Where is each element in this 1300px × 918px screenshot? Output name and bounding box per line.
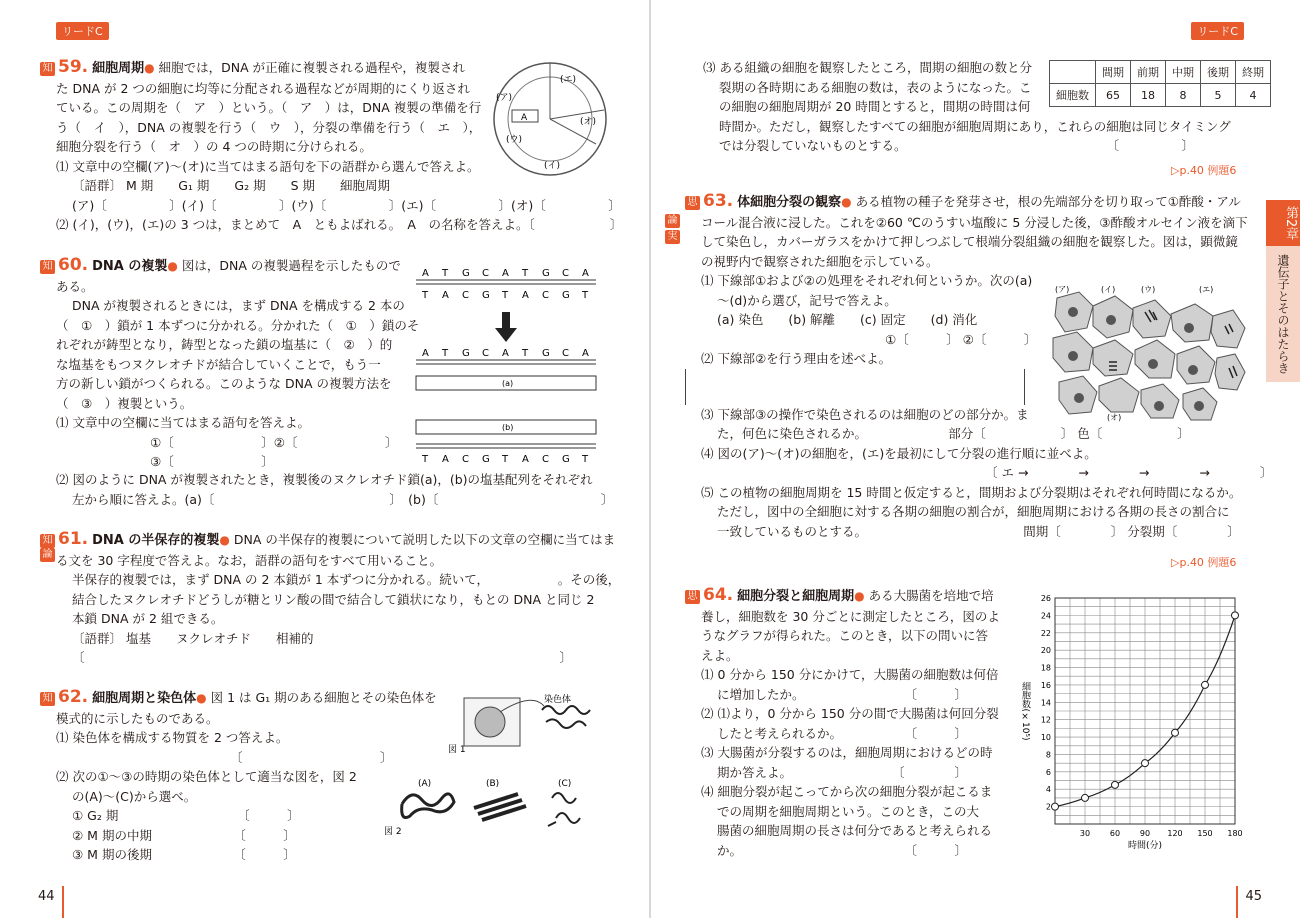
subquestion: ⑵ ⑴より，0 分から 150 分の間で大腸菌は何回分裂 xyxy=(701,706,999,721)
y-tick-label: 14 xyxy=(1040,698,1051,708)
question-title: 体細胞分裂の観察 xyxy=(737,195,842,210)
base-letter: G xyxy=(542,348,550,359)
question-text: ある。 xyxy=(56,278,94,294)
question-59 xyxy=(40,57,623,235)
table-cell: 8 xyxy=(1166,84,1201,107)
option-label: (B) xyxy=(486,779,500,789)
subquestion: ⑷ 細胞分裂が起こってから次の細胞分裂が起こるま xyxy=(701,784,993,799)
question-text: の(A)～(C)から選べ。 xyxy=(72,788,197,804)
question-title: DNA の複製 xyxy=(92,259,168,274)
answer-blanks[interactable]: ①〔 〕 ②〔 〕 xyxy=(885,331,1037,347)
x-tick-label: 120 xyxy=(1167,829,1183,838)
question-number: 60. xyxy=(58,255,89,275)
answer-blank[interactable]: 〔 〕 xyxy=(72,650,573,665)
cell-label: (ウ) xyxy=(1141,285,1156,294)
diagram-label: (オ) xyxy=(580,117,597,127)
x-tick-label: 180 xyxy=(1227,829,1243,838)
category-badge: 知 xyxy=(40,692,55,706)
question-text: ある大腸菌を培地で培 xyxy=(868,588,994,603)
base-letter: G xyxy=(462,268,470,279)
question-text: 養し，細胞数を 30 分ごとに測定したところ，図のよ xyxy=(701,608,1000,624)
chapter-tab[interactable] xyxy=(1266,200,1300,382)
base-letter: A xyxy=(522,454,529,465)
bullet-icon: ● xyxy=(841,195,852,209)
option-label: (A) xyxy=(418,779,432,789)
word-list: 〔語群〕 M 期 G₁ 期 G₂ 期 S 期 細胞周期 xyxy=(72,178,390,193)
question-text: （ ① ）鎖が 1 本ずつに分かれる。分かれた（ ① ）鎖のそ xyxy=(56,317,420,333)
category-badge: 論 xyxy=(665,214,680,228)
data-point xyxy=(1172,729,1179,736)
y-tick-label: 2 xyxy=(1045,802,1051,812)
y-tick-label: 10 xyxy=(1040,733,1051,743)
base-letter: T xyxy=(502,454,509,465)
base-letter: C xyxy=(562,348,569,359)
base-letter: C xyxy=(542,454,549,465)
chart-grid xyxy=(1055,598,1235,824)
base-letter: C xyxy=(462,454,469,465)
question-title: 細胞分裂と細胞周期 xyxy=(737,589,855,604)
subquestion: ⑴ 文章中の空欄(ア)～(オ)に当てはまる語句を下の語群から選んで答えよ。 xyxy=(56,158,480,174)
answer-blanks[interactable]: (ア)〔 〕(イ)〔 〕(ウ)〔 〕(エ)〔 〕(オ)〔 〕 xyxy=(72,197,621,213)
base-letter: G xyxy=(482,290,490,301)
y-tick-label: 12 xyxy=(1040,715,1051,725)
chapter-number: 第2章 xyxy=(1266,200,1300,246)
subquestion: ⑶ 下線部③の操作で染色されるのは細胞のどの部分か。ま xyxy=(701,406,1029,422)
category-badge: 知 xyxy=(40,62,55,76)
options: (a) 染色 (b) 解離 (c) 固定 (d) 消化 xyxy=(717,312,978,327)
category-badge: 知 xyxy=(40,534,55,548)
base-letter: T xyxy=(502,290,509,301)
subquestion: ⑴ 0 分から 150 分にかけて，大腸菌の細胞数は何倍 xyxy=(701,667,999,682)
section-tag: リードC xyxy=(1191,22,1244,40)
page-number-bar xyxy=(62,886,64,918)
option-label: (C) xyxy=(558,779,572,789)
strand-label: (b) xyxy=(502,423,514,432)
table-header: 中期 xyxy=(1166,61,1201,84)
category-badge: 思 xyxy=(685,590,700,604)
table-header: 前期 xyxy=(1131,61,1166,84)
x-tick-label: 30 xyxy=(1079,829,1091,838)
left-page xyxy=(0,0,649,918)
diagram-label: (ア) xyxy=(496,93,513,103)
answer-row[interactable]: では分裂していないものとする。 〔 〕 xyxy=(719,138,1195,153)
question-60-part2 xyxy=(40,470,614,509)
base-letter: A xyxy=(422,268,429,279)
base-letter: T xyxy=(582,454,589,465)
cell-count-table xyxy=(1049,60,1271,107)
subquestion: ⑷ 図の(ア)～(オ)の細胞を，(エ)を最初にして分裂の進行順に並べよ。 xyxy=(701,445,1097,461)
x-axis-label: 時間(分) xyxy=(1127,841,1163,851)
answer-row[interactable]: したと考えられるか。 〔 〕 xyxy=(717,725,968,741)
y-tick-label: 22 xyxy=(1040,628,1051,638)
y-tick-label: 4 xyxy=(1045,785,1051,795)
table-header xyxy=(1050,61,1096,84)
base-letter: A xyxy=(442,290,449,301)
y-tick-label: 16 xyxy=(1040,680,1051,690)
x-tick-label: 60 xyxy=(1109,829,1121,838)
answer-row[interactable]: 期か答えよ。 〔 〕 xyxy=(717,764,968,780)
question-text: の細胞の細胞周期が 20 時間とすると，間期の時間は何 xyxy=(719,99,1031,114)
category-badge: 知 xyxy=(40,260,55,274)
answer-box[interactable] xyxy=(685,369,1025,405)
figure-label: 図 1 xyxy=(448,745,466,755)
question-text: 裂期の各時期にある細胞の数は，表のようになった。こ xyxy=(719,79,1032,95)
base-letter: C xyxy=(462,290,469,301)
question-text: うなグラフが得られた。このとき，以下の問いに答 xyxy=(701,628,989,643)
data-point xyxy=(1142,760,1149,767)
arrow-down-icon xyxy=(495,312,517,342)
answer-row[interactable]: た，何色に染色されるか。 部分〔 〕 色〔 〕 xyxy=(717,426,1190,441)
question-title: 細胞周期 xyxy=(92,61,145,76)
subquestion: ⑴ 染色体を構成する物質を 2 つ答えよ。 xyxy=(56,730,289,745)
bullet-icon: ● xyxy=(144,61,155,75)
question-text: して染色し，カバーガラスをかけて押しつぶして根端分裂組織の細胞を観察した。図は，顕微鏡 xyxy=(701,234,1238,249)
page-number: 44 xyxy=(38,889,55,904)
bullet-icon: ● xyxy=(167,259,178,273)
bullet-icon: ● xyxy=(854,589,865,603)
base-letter: G xyxy=(562,454,570,465)
base-letter: A xyxy=(422,348,429,359)
category-badge: 思 xyxy=(685,196,700,210)
answer-blanks[interactable]: ③〔 〕 xyxy=(150,454,274,469)
question-text: ⑶ ある組織の細胞を観察したところ，間期の細胞の数と分 xyxy=(703,60,1032,75)
x-tick-label: 90 xyxy=(1139,829,1151,838)
base-letter: G xyxy=(562,290,570,301)
question-64 xyxy=(685,586,1009,860)
question-text: ～(d)から選び，記号で答えよ。 xyxy=(717,292,897,308)
question-text: 本鎖 DNA が 2 組できる。 xyxy=(72,611,224,626)
subquestion: ⑸ この植物の細胞周期を 15 時間と仮定すると，間期および分裂期はそれぞれ何時間になるか。 xyxy=(701,484,1242,500)
subquestion: ⑵ 次の①～③の時期の染色体として適当な図を，図 2 xyxy=(56,769,357,784)
category-badge: 論 xyxy=(40,548,55,562)
category-badge: 実 xyxy=(665,230,680,244)
base-letter: C xyxy=(482,348,489,359)
answer-row[interactable]: ② M 期の中期 〔 〕 xyxy=(72,827,296,843)
y-tick-label: 24 xyxy=(1040,611,1051,621)
question-text: 図 1 は G₁ 期のある細胞とその染色体を xyxy=(210,690,437,705)
base-letter: T xyxy=(442,268,449,279)
dna-replication-diagram xyxy=(414,260,598,475)
data-point xyxy=(1112,781,1119,788)
question-text: ある植物の種子を発芽させ，根の先端部分を切り取って①酢酸・アル xyxy=(855,194,1241,209)
diagram-label: (エ) xyxy=(560,75,577,85)
table-cell: 4 xyxy=(1236,84,1271,107)
answer-row[interactable]: 〔 エ → → → → 〕 xyxy=(985,465,1273,480)
question-text: 腸菌の細胞周期の長さは何分であると考えられる xyxy=(717,823,993,838)
base-letter: T xyxy=(582,290,589,301)
question-text: 細胞では，DNA が正確に複製される過程や，複製され xyxy=(158,60,465,75)
bullet-icon: ● xyxy=(196,691,207,705)
data-point xyxy=(1082,794,1089,801)
diagram-label: (イ) xyxy=(544,161,561,171)
base-letter: T xyxy=(422,290,429,301)
figure-label: 図 2 xyxy=(384,827,402,837)
question-number: 64. xyxy=(703,585,734,605)
strand-label: (a) xyxy=(502,379,514,388)
question-text: ている。この周期を（ ア ）という。（ ア ）は，DNA 複製の準備を行 xyxy=(56,100,482,115)
chromosome-label: 染色体 xyxy=(544,695,572,705)
cell-label: (イ) xyxy=(1101,285,1116,294)
reference-link[interactable]: ▷p.40 例題6 xyxy=(1171,164,1237,177)
question-text: う（ イ ），DNA の複製を行う（ ウ ），分裂の準備を行う（ エ ）， xyxy=(56,119,482,135)
question-text: （ ③ ）複製という。 xyxy=(56,395,193,411)
base-letter: C xyxy=(542,290,549,301)
page-number-bar xyxy=(1236,886,1238,918)
cell-label: (ア) xyxy=(1055,285,1070,294)
base-letter: A xyxy=(442,454,449,465)
question-60 xyxy=(40,255,420,472)
base-letter: T xyxy=(522,348,529,359)
answer-row[interactable]: ③ M 期の後期 〔 〕 xyxy=(72,847,296,862)
subquestion: ⑶ 大腸菌が分裂するのは，細胞周期におけるどの時 xyxy=(701,745,993,760)
question-number: 62. xyxy=(58,687,89,707)
base-letter: A xyxy=(522,290,529,301)
base-letter: A xyxy=(502,348,509,359)
answer-blanks[interactable]: 左から順に答えよ。(a)〔 〕 (b)〔 〕 xyxy=(72,491,614,507)
question-number: 59. xyxy=(58,57,89,77)
question-text: コール混合液に浸した。これを②60 ℃のうすい塩酸に 5 分浸した後，③酢酸オルセイン液を滴下 xyxy=(701,214,1248,230)
question-text: 方の新しい鎖がつくられる。このような DNA の複製方法を xyxy=(56,376,392,391)
question-text: えよ。 xyxy=(701,647,739,663)
bullet-icon: ● xyxy=(219,533,230,547)
question-text: た DNA が 2 つの細胞に均等に分配される過程などが周期的にくり返され xyxy=(56,80,470,96)
base-letter: T xyxy=(522,268,529,279)
base-letter: A xyxy=(582,268,589,279)
question-text: の視野内で観察された細胞を示している。 xyxy=(701,253,939,269)
data-point xyxy=(1202,681,1209,688)
table-header: 間期 xyxy=(1096,61,1131,84)
question-text: な塩基をもつヌクレオチドが結合していくことで，もう一 xyxy=(56,356,381,372)
question-text: 時間か。ただし，観察したすべての細胞が細胞周期にあり，これらの細胞は同じタイミング xyxy=(719,118,1231,134)
cell-label: (オ) xyxy=(1107,413,1122,422)
table-cell: 18 xyxy=(1131,84,1166,107)
subquestion: ⑵ 下線部②を行う理由を述べよ。 xyxy=(701,351,892,366)
base-letter: G xyxy=(542,268,550,279)
y-axis-label: 細胞数(×10⁵) xyxy=(1020,681,1030,741)
data-point xyxy=(1232,612,1239,619)
cell-cycle-diagram xyxy=(484,60,616,178)
base-letter: A xyxy=(582,348,589,359)
base-letter: G xyxy=(462,348,470,359)
answer-blank[interactable]: 〔 〕 xyxy=(230,749,393,765)
y-tick-label: 18 xyxy=(1040,663,1051,673)
data-point xyxy=(1052,803,1059,810)
reference-link[interactable]: ▷p.40 例題6 xyxy=(1171,556,1237,569)
answer-blanks[interactable]: ①〔 〕②〔 〕 xyxy=(150,434,398,450)
y-tick-label: 8 xyxy=(1045,750,1051,760)
answer-row[interactable]: か。 〔 〕 xyxy=(717,842,968,858)
question-title: 細胞周期と染色体 xyxy=(92,691,197,706)
table-cell: 65 xyxy=(1096,84,1131,107)
question-text: る文を 30 字程度で答えよ。なお，語群の語句をすべて用いること。 xyxy=(56,552,443,568)
question-62 xyxy=(40,687,437,865)
growth-chart xyxy=(1015,586,1247,862)
subquestion: ⑵ 図のように DNA が複製されたとき，複製後のヌクレオチド鎖(a)，(b)の塩基配列をそれぞれ xyxy=(56,472,593,487)
root-tip-micrograph xyxy=(1049,282,1249,424)
table-header: 後期 xyxy=(1201,61,1236,84)
question-number: 61. xyxy=(58,529,89,549)
question-text: 模式的に示したものである。 xyxy=(56,710,219,726)
question-text: ただし，図中の全細胞に対する各期の細胞の割合が，細胞周期における各期の長さの割合に xyxy=(717,504,1230,519)
base-letter: T xyxy=(442,348,449,359)
question-text: での周期を細胞周期という。このとき，この大 xyxy=(717,803,980,819)
base-letter: C xyxy=(562,268,569,279)
answer-row[interactable]: に増加したか。 〔 〕 xyxy=(717,686,968,702)
page-number: 45 xyxy=(1245,889,1262,904)
diagram-label: A xyxy=(521,113,528,123)
answer-row[interactable]: 一致しているものとする。 間期〔 〕 分裂期〔 〕 xyxy=(717,523,1240,539)
question-text: 細胞分裂を行う（ オ ）の 4 つの時期に分けられる。 xyxy=(56,139,372,154)
y-tick-label: 6 xyxy=(1045,767,1051,777)
question-text: 結合したヌクレオチドどうしが糖とリン酸の間で結合して鎖状になり，もとの DNA と同じ 2 xyxy=(72,591,595,607)
subquestion: ⑴ 文章中の空欄に当てはまる語句を答えよ。 xyxy=(56,415,310,430)
question-text: DNA が複製されるときには，まず DNA を構成する 2 本の xyxy=(72,298,405,313)
chromosome-figures xyxy=(382,688,604,838)
word-list: 〔語群〕 塩基 ヌクレオチド 相補的 xyxy=(72,630,314,646)
x-tick-label: 150 xyxy=(1197,829,1213,838)
right-page xyxy=(651,0,1300,918)
y-tick-label: 20 xyxy=(1040,646,1051,656)
base-letter: C xyxy=(482,268,489,279)
y-tick-label: 26 xyxy=(1040,594,1051,603)
question-title: DNA の半保存的複製 xyxy=(92,533,220,548)
table-row-label: 細胞数 xyxy=(1050,84,1096,107)
answer-row[interactable]: ① G₂ 期 〔 〕 xyxy=(72,808,300,823)
badge-stack xyxy=(665,214,683,244)
table-header: 終期 xyxy=(1236,61,1271,84)
subquestion: ⑴ 下線部①および②の処理をそれぞれ何というか。次の(a) xyxy=(701,273,1033,288)
question-61 xyxy=(40,529,621,668)
base-letter: G xyxy=(482,454,490,465)
question-text: DNA の半保存的複製について説明した以下の文章の空欄に当てはま xyxy=(233,532,616,547)
question-text: 図は，DNA の複製過程を示したもので xyxy=(181,258,401,273)
subquestion[interactable]: ⑵ (イ)，(ウ)，(エ)の 3 つは，まとめて A ともよばれる。 A の名称を答えよ。〔 〕 xyxy=(56,217,623,232)
diagram-label: (ウ) xyxy=(506,135,523,145)
table-cell: 5 xyxy=(1201,84,1236,107)
question-text: れぞれが鋳型となり，鋳型となった鎖の塩基に（ ② ）的 xyxy=(56,337,393,352)
question-text[interactable]: 半保存的複製では，まず DNA の 2 本鎖が 1 本ずつに分かれる。続いて， 。その後， xyxy=(72,572,621,587)
base-letter: A xyxy=(502,268,509,279)
base-letter: T xyxy=(422,454,429,465)
cell-label: (エ) xyxy=(1199,285,1214,294)
section-tag: リードC xyxy=(56,22,109,40)
question-number: 63. xyxy=(703,191,734,211)
chapter-title: 遺伝子とそのはたらき xyxy=(1276,254,1290,375)
